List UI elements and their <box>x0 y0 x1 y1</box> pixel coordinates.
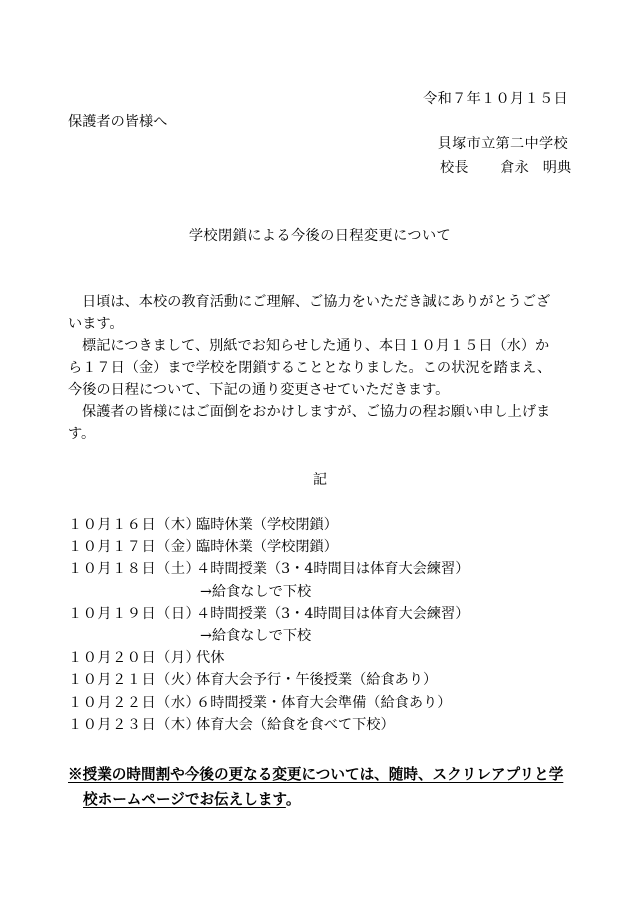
principal-signature <box>440 161 571 175</box>
schedule-text: ６時間授業・体育大会準備（給食あり） <box>196 694 452 711</box>
schedule-list <box>68 514 469 736</box>
schedule-text: 体育大会（給食を食べて下校） <box>196 716 395 733</box>
addressee: 保護者の皆様へ <box>68 114 168 130</box>
schedule-row <box>68 647 469 669</box>
schedule-row <box>68 669 469 691</box>
paragraph-request <box>68 401 578 445</box>
schedule-text: ４時間授業（3・4時間目は体育大会練習） <box>196 561 470 578</box>
schedule-date: １０月１６日（木） <box>68 517 201 533</box>
schedule-row <box>68 603 469 625</box>
schedule-row <box>68 536 469 558</box>
schedule-text: 臨時休業（学校閉鎖） <box>196 539 338 556</box>
note-line: ※授業の時間割や今後の更なる変更については、随時、スクリレアプリと学 <box>68 766 564 783</box>
schedule-date: １０月１９日（日） <box>68 605 201 622</box>
schedule-date: １０月１８日（土） <box>68 561 201 578</box>
body-text <box>68 291 578 445</box>
principal-title: 校長 <box>440 160 469 176</box>
paragraph-line: います。 <box>68 316 124 332</box>
schedule-date: １０月２１日（火） <box>68 672 201 689</box>
schedule-row <box>68 692 469 714</box>
important-note <box>68 762 584 812</box>
principal-surname: 倉永 <box>500 160 529 176</box>
schedule-text: ４時間授業（3・4時間目は体育大会練習） <box>196 605 470 622</box>
schedule-row <box>68 514 469 536</box>
schedule-date: １０月２０日（月） <box>68 650 201 667</box>
paragraph-line: 日頃は、本校の教育活動にご理解、ご協力をいただき誠にありがとうござ <box>82 294 551 310</box>
note-line: 校ホームページでお伝えします <box>83 791 286 808</box>
paragraph-line: 標記につきまして、別紙でお知らせした通り、本日１０月１５日（水）か <box>82 338 550 354</box>
document-date: 令和７年１０月１５日 <box>423 91 568 107</box>
document-title: 学校閉鎖による今後の日程変更について <box>188 228 452 244</box>
schedule-text: 代休 <box>196 650 225 667</box>
paragraph-line: 保護者の皆様にはご面倒をおかけしますが、ご協力の程お願い申し上げま <box>82 404 551 420</box>
schedule-sub: →給食なしで下校 <box>200 628 312 645</box>
schedule-date: １０月２３日（木） <box>68 716 201 733</box>
schedule-date: １０月１７日（金） <box>68 539 201 556</box>
schedule-sub: →給食なしで下校 <box>200 583 312 600</box>
ki-heading: 記 <box>312 472 328 488</box>
schedule-row <box>68 714 469 736</box>
paragraph-line: ら１７日（金）まで学校を閉鎖することとなりました。この状況を踏まえ、 <box>68 360 552 376</box>
paragraph-closure <box>68 335 578 401</box>
schedule-date: １０月２２日（水） <box>68 694 201 711</box>
schedule-row <box>68 558 469 580</box>
schedule-text: 体育大会予行・午後授業（給食あり） <box>196 672 438 689</box>
school-name: 貝塚市立第二中学校 <box>437 136 568 152</box>
schedule-text: 臨時休業（学校閉鎖） <box>196 517 338 533</box>
note-line-tail: 。 <box>285 791 301 808</box>
paragraph-greeting <box>68 291 578 335</box>
paragraph-line: 今後の日程について、下記の通り変更させていただきます。 <box>68 382 450 398</box>
paragraph-line: す。 <box>68 426 96 442</box>
principal-given-name: 明典 <box>542 160 572 176</box>
